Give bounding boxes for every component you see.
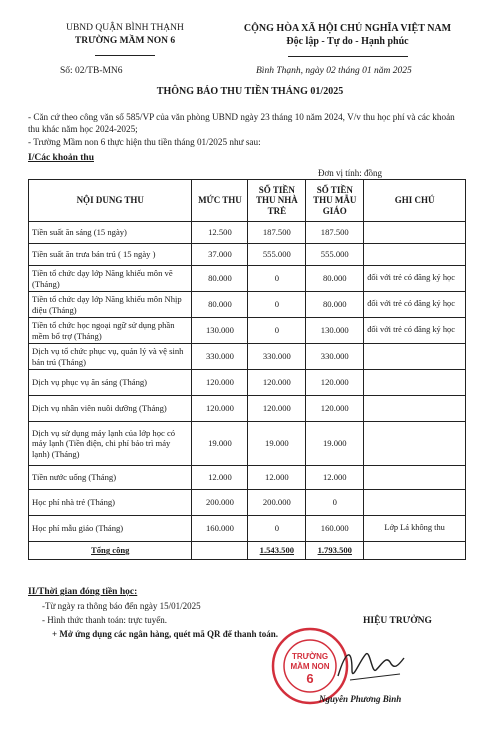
row-note: đối với trẻ có đăng ký học [364, 266, 466, 292]
row-nursery: 330.000 [248, 344, 306, 370]
row-note: đối với trẻ có đăng ký học [364, 318, 466, 344]
row-note [364, 396, 466, 422]
table-row [29, 318, 466, 344]
table-row [29, 466, 466, 490]
row-kindergarten: 555.000 [306, 244, 364, 266]
row-rate: 12.000 [192, 466, 248, 490]
header-content: NỘI DUNG THU [29, 180, 192, 222]
row-kindergarten: 120.000 [306, 396, 364, 422]
header-kindergarten: SỐ TIỀN THU MẪU GIÁO [306, 180, 364, 222]
header-nursery: SỐ TIỀN THU NHÀ TRẺ [248, 180, 306, 222]
row-rate: 200.000 [192, 490, 248, 516]
school-name: TRƯỜNG MẦM NON 6 [74, 36, 176, 46]
row-nursery: 120.000 [248, 370, 306, 396]
row-rate: 130.000 [192, 318, 248, 344]
header-rate: MỨC THU [192, 180, 248, 222]
row-content: Dịch vụ tổ chức phục vụ, quản lý và vệ sinh bán trú (Tháng) [29, 344, 192, 370]
total-nursery: 1.543.500 [248, 542, 306, 560]
row-content: Học phí nhà trẻ (Tháng) [29, 490, 192, 516]
row-note: Lớp Lá không thu [364, 516, 466, 542]
section-2-item: + Mở ứng dụng các ngân hàng, quét mã QR để thanh toán. [52, 629, 279, 639]
row-nursery: 0 [248, 318, 306, 344]
header-right-divider [288, 56, 408, 57]
row-nursery: 555.000 [248, 244, 306, 266]
row-note [364, 422, 466, 466]
seal-text-2: MẦM NON [290, 662, 330, 671]
national-title: CỘNG HÒA XÃ HỘI CHỦ NGHĨA VIỆT NAM [243, 23, 452, 34]
header-left-divider [95, 55, 155, 56]
row-rate: 80.000 [192, 266, 248, 292]
unit-label: Đơn vị tính: đồng [318, 168, 383, 178]
table-row [29, 516, 466, 542]
row-content: Học phí mẫu giáo (Tháng) [29, 516, 192, 542]
row-note [364, 466, 466, 490]
total-label: Tổng cộng [29, 542, 192, 560]
row-rate: 19.000 [192, 422, 248, 466]
signature-name: Nguyễn Phương Bình [319, 694, 402, 704]
section-1-heading: I/Các khoản thu [28, 153, 94, 163]
row-nursery: 0 [248, 516, 306, 542]
section-2-item: - Hình thức thanh toán: trực tuyến. [42, 615, 167, 625]
fee-table [28, 179, 466, 560]
row-kindergarten: 130.000 [306, 318, 364, 344]
row-content: Tiền tổ chức dạy lớp Năng khiếu môn Nhịp điệu (Tháng) [29, 292, 192, 318]
intro-paragraph-2: - Trường Mầm non 6 thực hiện thu tiền tháng 01/2025 như sau: [28, 137, 261, 147]
table-row [29, 490, 466, 516]
row-note [364, 222, 466, 244]
table-row [29, 266, 466, 292]
row-rate: 160.000 [192, 516, 248, 542]
doc-number: Số: 02/TB-MN6 [60, 66, 123, 76]
row-rate: 12.500 [192, 222, 248, 244]
doc-date: Bình Thạnh, ngày 02 tháng 01 năm 2025 [256, 66, 412, 76]
row-rate: 120.000 [192, 370, 248, 396]
row-kindergarten: 187.500 [306, 222, 364, 244]
national-motto: Độc lập - Tự do - Hạnh phúc [286, 36, 409, 47]
total-kindergarten: 1.793.500 [306, 542, 364, 560]
total-note [364, 542, 466, 560]
row-nursery: 0 [248, 292, 306, 318]
signature-title: HIỆU TRƯỞNG [363, 616, 432, 626]
row-kindergarten: 12.000 [306, 466, 364, 490]
table-row [29, 344, 466, 370]
seal-text-1: TRƯỜNG [291, 652, 329, 661]
row-note: đối với trẻ có đăng ký học [364, 292, 466, 318]
row-nursery: 187.500 [248, 222, 306, 244]
row-content: Tiền tổ chức dạy lớp Năng khiếu môn vẽ (Tháng) [29, 266, 192, 292]
intro-paragraph-1: - Căn cứ theo công văn số 585/VP của văn phòng UBND ngày 23 tháng 10 năm 2024, V/v thu học phí và các khoản thu khác năm học 2024-2025; [28, 112, 455, 134]
row-content: Tiền suất ăn sáng (15 ngày) [29, 222, 192, 244]
row-rate: 120.000 [192, 396, 248, 422]
agency-header [40, 22, 210, 61]
table-row [29, 222, 466, 244]
section-2-item: -Từ ngày ra thông báo đến ngày 15/01/2025 [42, 601, 201, 611]
row-nursery: 12.000 [248, 466, 306, 490]
row-note [364, 344, 466, 370]
row-content: Dịch vụ nhân viên nuôi dưỡng (Tháng) [29, 396, 192, 422]
row-content: Dịch vụ sử dụng máy lạnh của lớp học có máy lạnh (Tiền điện, chi phí bảo trì máy lạnh) (Tháng) [29, 422, 192, 466]
row-kindergarten: 120.000 [306, 370, 364, 396]
row-kindergarten: 160.000 [306, 516, 364, 542]
row-content: Dịch vụ phục vụ ăn sáng (Tháng) [29, 370, 192, 396]
row-note [364, 490, 466, 516]
row-rate: 37.000 [192, 244, 248, 266]
header-note: GHI CHÚ [364, 180, 466, 222]
row-nursery: 200.000 [248, 490, 306, 516]
table-header-row [29, 180, 466, 222]
signature-scribble [330, 640, 410, 690]
table-row [29, 396, 466, 422]
national-header [220, 22, 475, 61]
table-row [29, 370, 466, 396]
row-content: Tiền nước uống (Tháng) [29, 466, 192, 490]
row-content: Tiền suất ăn trưa bán trú ( 15 ngày ) [29, 244, 192, 266]
section-2-heading: II/Thời gian đóng tiền học: [28, 587, 138, 597]
row-kindergarten: 80.000 [306, 292, 364, 318]
doc-title: THÔNG BÁO THU TIỀN THÁNG 01/2025 [156, 86, 344, 97]
row-rate: 330.000 [192, 344, 248, 370]
row-content: Tiền tổ chức học ngoại ngữ sử dụng phần mềm bổ trợ (Tháng) [29, 318, 192, 344]
row-nursery: 120.000 [248, 396, 306, 422]
table-row [29, 292, 466, 318]
table-row [29, 422, 466, 466]
row-kindergarten: 19.000 [306, 422, 364, 466]
row-nursery: 0 [248, 266, 306, 292]
row-nursery: 19.000 [248, 422, 306, 466]
row-kindergarten: 330.000 [306, 344, 364, 370]
row-note [364, 370, 466, 396]
row-rate: 80.000 [192, 292, 248, 318]
total-rate [192, 542, 248, 560]
row-note [364, 244, 466, 266]
row-kindergarten: 80.000 [306, 266, 364, 292]
table-total-row [29, 542, 466, 560]
row-kindergarten: 0 [306, 490, 364, 516]
table-row [29, 244, 466, 266]
seal-text-3: 6 [306, 671, 314, 686]
agency-name: UBND QUẬN BÌNH THẠNH [66, 23, 184, 33]
